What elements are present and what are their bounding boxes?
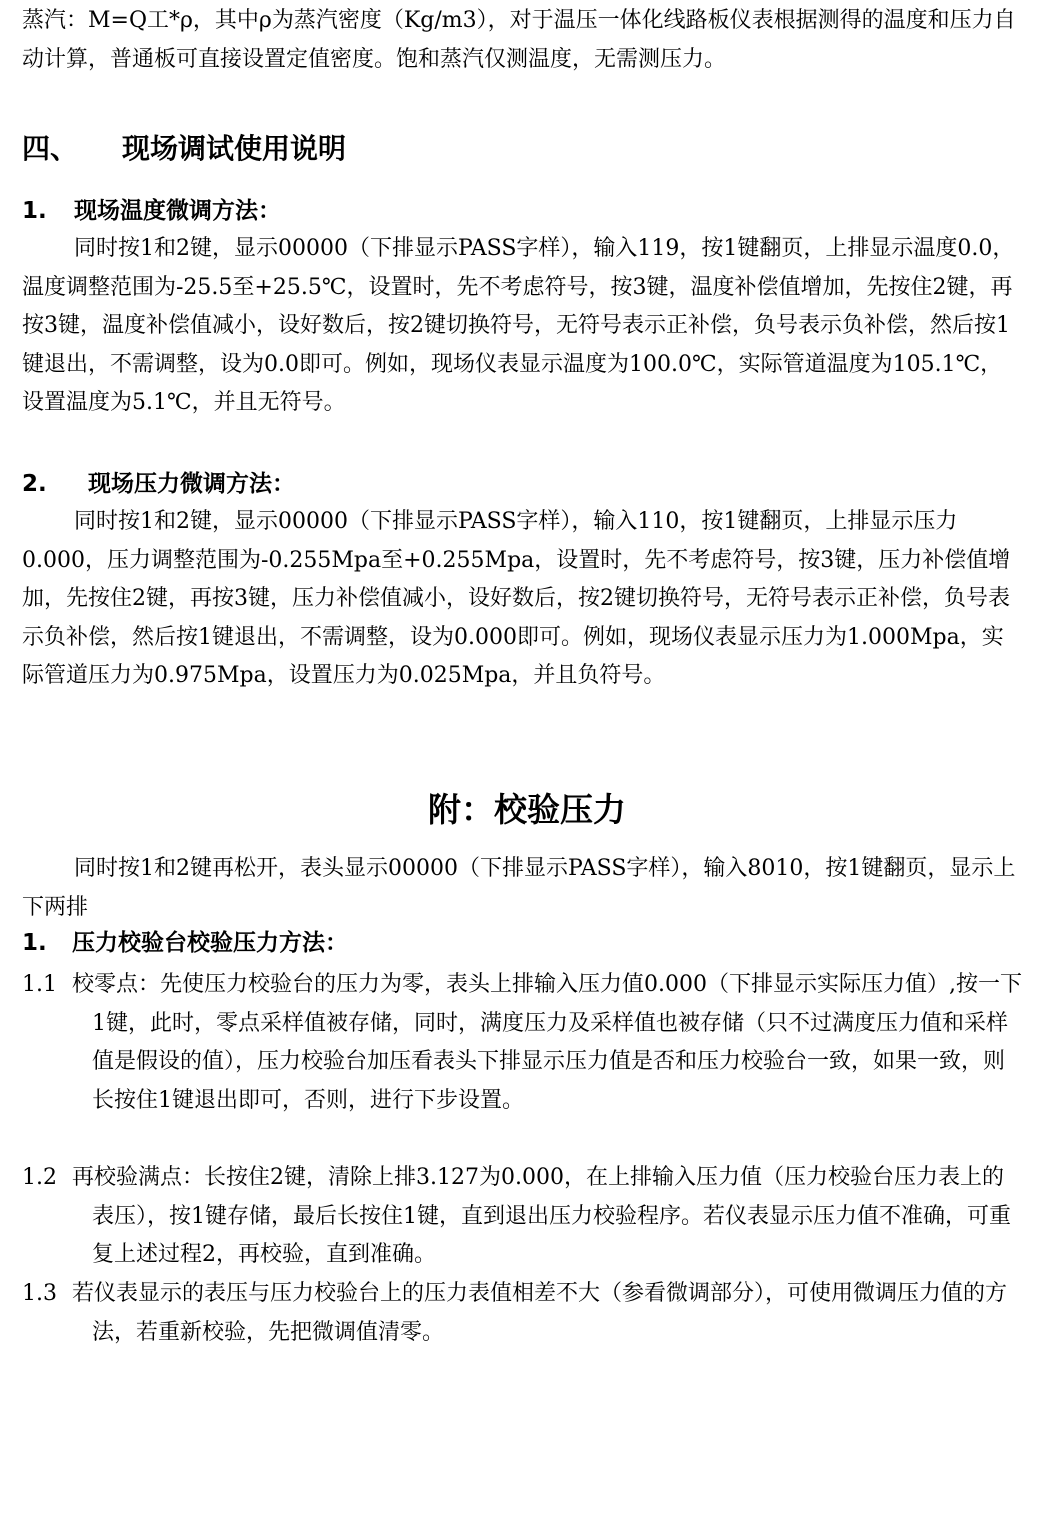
list-item: [22, 1275, 1024, 1352]
pressure-paragraph: 同时按1和2键，显示00000（下排显示PASS字样），输入110，按1键翻页，上排显示压力0.000，压力调整范围为-0.255Mpa至+0.255Mpa，设置时，先不考虑符号，按3键，压力补偿值增加，先按住2键，再按3键，压力补偿值减小，设好数后，按2键切换符号，无符号表示正补偿，负号表示负补偿，然后按1键退出，不需调整，设为0.000即可。例如，现场仪表显示压力为1.000Mpa，实际管道压力为0.975Mpa，设置压力为0.025Mpa，并且负符号。: [22, 509, 1011, 688]
list-item-number: 1.1: [22, 972, 57, 997]
method-heading-number: 1.: [22, 930, 47, 956]
pressure-heading-number: 2.: [22, 471, 47, 497]
section-number: 四、: [22, 132, 79, 165]
appendix-intro: 同时按1和2键再松开，表头显示00000（下排显示PASS字样），输入8010，按1键翻页，显示上下两排: [22, 856, 1016, 920]
section-heading: [22, 129, 346, 169]
temp-heading: [22, 193, 281, 229]
list-item-text: 校零点：先使压力校验台的压力为零，表头上排输入压力值0.000（下排显示实际压力值）,按一下1键，此时，零点采样值被存储，同时，满度压力及采样值也被存储（只不过满度压力值和采样值是假设的值），压力校验台加压看表头下排显示压力值是否和压力校验台一致，如果一致，则长按住1键退出即可，否则，进行下步设置。: [72, 972, 1022, 1113]
appendix-title: 附：校验压力: [428, 790, 626, 829]
method-heading: [22, 925, 348, 961]
temp-paragraph: 同时按1和2键，显示00000（下排显示PASS字样），输入119，按1键翻页，上排显示温度0.0，温度调整范围为-25.5至+25.5℃，设置时，先不考虑符号，按3键，温度补偿值增加，先按住2键，再按3键，温度补偿值减小，设好数后，按2键切换符号，无符号表示正补偿，负号表示负补偿，然后按1键退出，不需调整，设为0.0即可。例如，现场仪表显示温度为100.0℃，实际管道温度为105.1℃，设置温度为5.1℃，并且无符号。: [22, 236, 1015, 415]
pressure-heading-title: 现场压力微调方法：: [88, 471, 295, 497]
list-item-number: 1.3: [22, 1281, 57, 1306]
section-title: 现场调试使用说明: [122, 132, 347, 165]
list-item: [22, 966, 1024, 1120]
pressure-heading: [22, 466, 295, 502]
list-item: [22, 1159, 1024, 1275]
temp-heading-title: 现场温度微调方法：: [74, 198, 281, 224]
temp-heading-number: 1.: [22, 198, 47, 224]
list-item-number: 1.2: [22, 1165, 57, 1190]
list-item-text: 若仪表显示的表压与压力校验台上的压力表值相差不大（参看微调部分），可使用微调压力值的方法，若重新校验，先把微调值清零。: [72, 1281, 1008, 1345]
method-heading-title: 压力校验台校验压力方法：: [72, 930, 348, 956]
list-item-text: 再校验满点：长按住2键，清除上排3.127为0.000，在上排输入压力值（压力校验台压力表上的表压），按1键存储，最后长按住1键，直到退出压力校验程序。若仪表显示压力值不准确，可重复上述过程2，再校验，直到准确。: [72, 1165, 1011, 1267]
intro-paragraph: 蒸汽：M=Q工*ρ，其中ρ为蒸汽密度（Kg/m3），对于温压一体化线路板仪表根据测得的温度和压力自动计算，普通板可直接设置定值密度。饱和蒸汽仅测温度，无需测压力。: [22, 8, 1016, 72]
